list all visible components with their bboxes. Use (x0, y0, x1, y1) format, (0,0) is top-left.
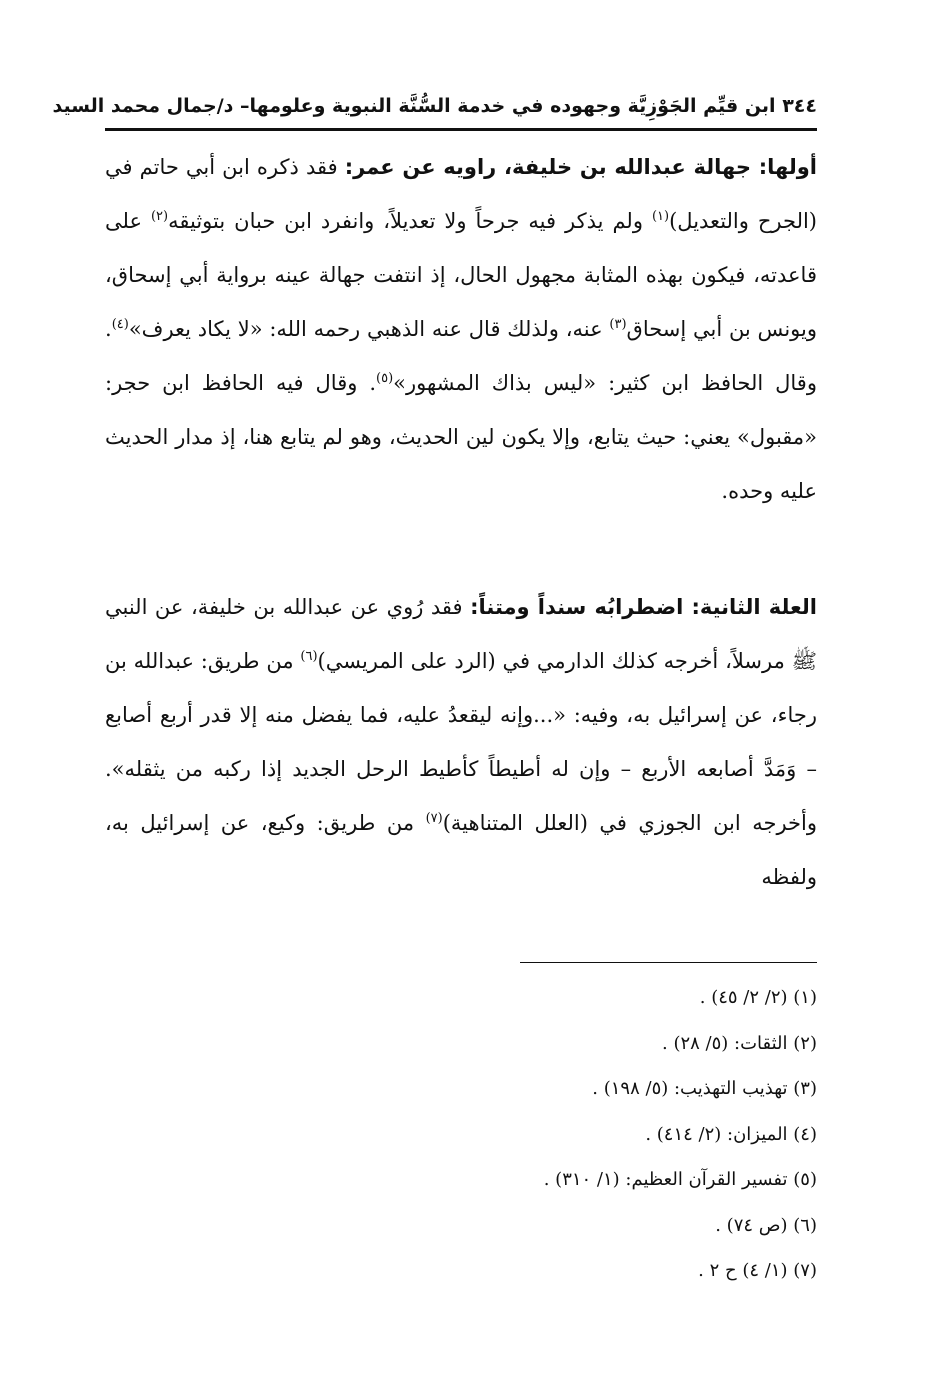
footnote-ref[interactable]: (٦) (300, 649, 318, 664)
paragraph-text: على قاعدته، فيكون بهذه المثابة مجهول الحال، إذ انتفت جهالة عينه برواية أبي إسحاق، ويونس بن أبي إسحاق (105, 209, 818, 341)
paragraph-heading: العلة الثانية: اضطرابُه سنداً ومتناً: (470, 595, 817, 619)
page-number: ٣٤٤ (782, 95, 817, 117)
paragraph-heading: أولها: جهالة عبدالله بن خليفة، راويه عن عمر: (344, 155, 817, 179)
footnote-item: (٢) الثقات: (٥/ ٢٨) . (662, 1032, 817, 1054)
running-header (52, 88, 817, 124)
paragraph-text: فقد ذكره ابن أبي حاتم في (الجرح والتعديل) (105, 155, 817, 233)
paragraph-text: . وقال فيه الحافظ ابن حجر: «مقبول» يعني: حيث يتابع، وإلا يكون لين الحديث، وهو لم يتابع هنا، إذ مدار الحديث عليه وحده. (105, 371, 817, 503)
footnote-ref[interactable]: (٣) (609, 317, 627, 332)
paragraph-text: فقد رُوي عن عبدالله بن خليفة، عن النبي ﷺ مرسلاً، أخرجه كذلك الدارمي في (الرد على المريسي) (105, 595, 817, 673)
footnote-item: (٣) تهذيب التهذيب: (٥/ ١٩٨) . (592, 1078, 817, 1099)
paragraph-first-defect (105, 140, 817, 518)
header-rule (105, 128, 817, 131)
author-name: د/جمال محمد السيد (52, 95, 234, 117)
paragraph-text: من طريق: وكيع، عن إسرائيل به، ولفظه (105, 811, 817, 889)
footnote-item: (٦) (ص ٧٤) . (715, 1214, 817, 1236)
header-separator: – (233, 95, 250, 117)
paragraph-text: . وقال الحافظ ابن كثير: «ليس بذاك المشهور» (105, 317, 817, 395)
paragraph-text: عنه، ولذلك قال عنه الذهبي رحمه الله: «لا يكاد يعرف» (128, 317, 610, 341)
footnote-item: (١) (٢/ ٢/ ٤٥) . (699, 987, 817, 1008)
footnote-ref[interactable]: (٥) (376, 371, 394, 386)
footnote-ref[interactable]: (١) (651, 209, 670, 224)
footnote-item: (٤) الميزان: (٢/ ٤١٤) . (645, 1123, 817, 1145)
footnote-ref[interactable]: (٧) (425, 811, 443, 826)
book-title: ابن قيِّم الجَوْزِيَّة وجهوده في خدمة السُّنَّة النبوية وعلومها (249, 95, 776, 117)
paragraph-text: من طريق: عبدالله بن رجاء، عن إسرائيل به، وفيه: «...وإنه ليقعدُ عليه، فما يفضل منه إلا قدر أربع أصابع – وَمَدَّ أصابعه الأربع – وإن له أطيطاً كأطيط الرحل الجديد إذا ركبه من يثقله». وأخرجه ابن الجوزي في (العلل المتناهية) (105, 649, 817, 835)
footnote-ref[interactable]: (٤) (111, 317, 129, 332)
footnote-item: (٥) تفسير القرآن العظيم: (١/ ٣١٠) . (543, 1169, 817, 1190)
paragraph-second-defect (105, 580, 817, 904)
paragraph-text: ولم يذكر فيه جرحاً ولا تعديلاً، وانفرد ابن حبان بتوثيقه (168, 209, 652, 233)
footnote-separator (520, 962, 817, 963)
footnotes (105, 975, 817, 1294)
footnote-item: (٧) (١/ ٤) ح ٢ . (698, 1260, 817, 1281)
footnote-ref[interactable]: (٢) (150, 209, 169, 224)
